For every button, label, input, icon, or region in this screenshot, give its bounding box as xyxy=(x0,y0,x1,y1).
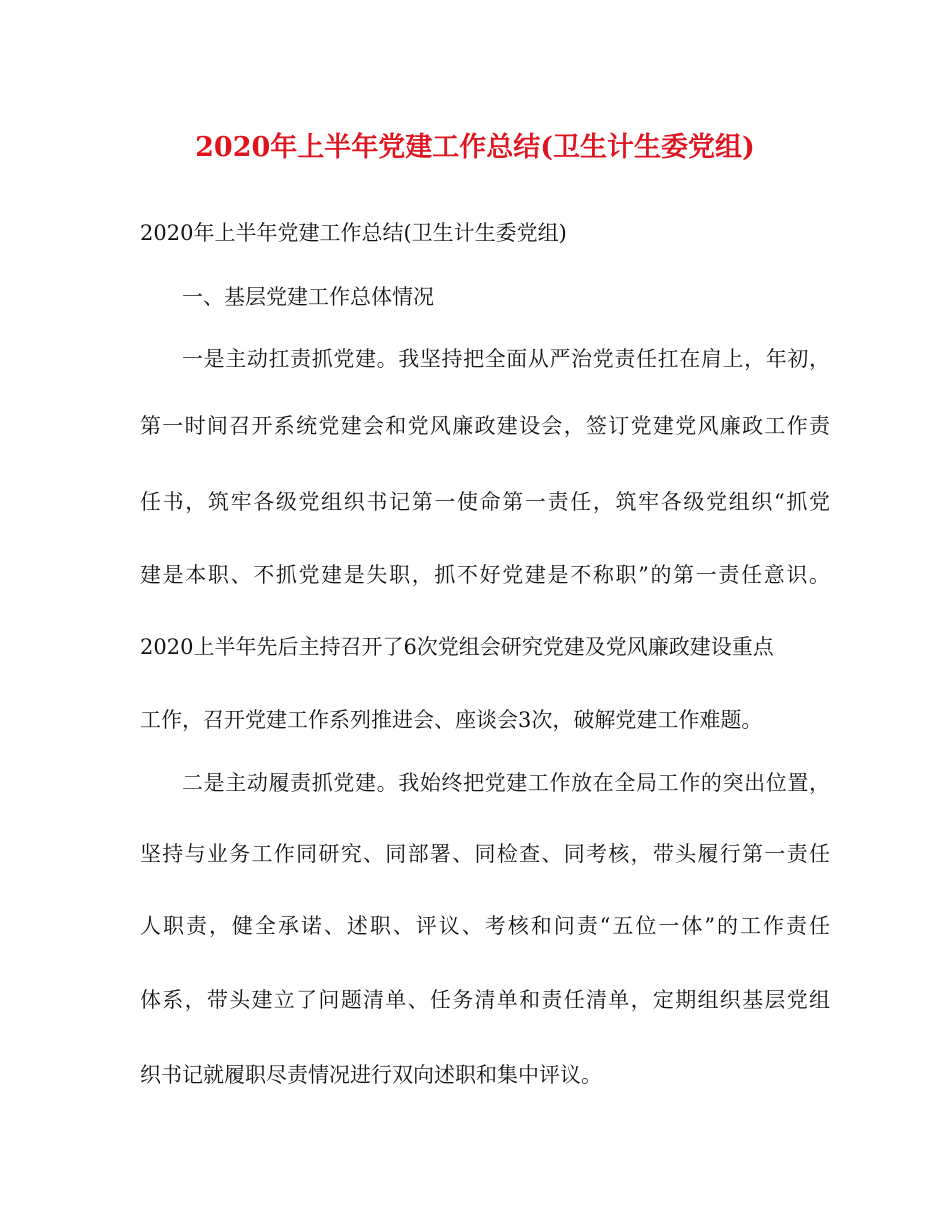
paragraph-line: 建是本职、不抓党建是失职，抓不好党建是不称职”的第一责任意识。 xyxy=(140,563,830,587)
paragraph-line: 任书，筑牢各级党组织书记第一使命第一责任，筑牢各级党组织“抓党 xyxy=(140,490,830,514)
paragraph-line: 二是主动履责抓党建。我始终把党建工作放在全局工作的突出位置， xyxy=(182,771,830,795)
paragraph-line: 2020上半年先后主持召开了6次党组会研究党建及党风廉政建设重点 xyxy=(140,635,774,659)
document-title: 2020年上半年党建工作总结(卫生计生委党组) xyxy=(195,132,755,163)
paragraph-line: 工作，召开党建工作系列推进会、座谈会3次，破解党建工作难题。 xyxy=(140,708,763,732)
section-heading: 一、基层党建工作总体情况 xyxy=(182,285,434,309)
paragraph-line: 坚持与业务工作同研究、同部署、同检查、同考核，带头履行第一责任 xyxy=(140,842,830,866)
paragraph-line: 人职责，健全承诺、述职、评议、考核和问责“五位一体”的工作责任 xyxy=(140,914,830,938)
paragraph-line: 2020年上半年党建工作总结(卫生计生委党组) xyxy=(140,221,567,245)
paragraph-line: 织书记就履职尽责情况进行双向述职和集中评议。 xyxy=(140,1063,602,1087)
paragraph-line: 一是主动扛责抓党建。我坚持把全面从严治党责任扛在肩上，年初， xyxy=(182,347,830,371)
paragraph-line: 体系，带头建立了问题清单、任务清单和责任清单，定期组织基层党组 xyxy=(140,988,830,1012)
paragraph-line: 第一时间召开系统党建会和党风廉政建设会，签订党建党风廉政工作责 xyxy=(140,414,830,438)
